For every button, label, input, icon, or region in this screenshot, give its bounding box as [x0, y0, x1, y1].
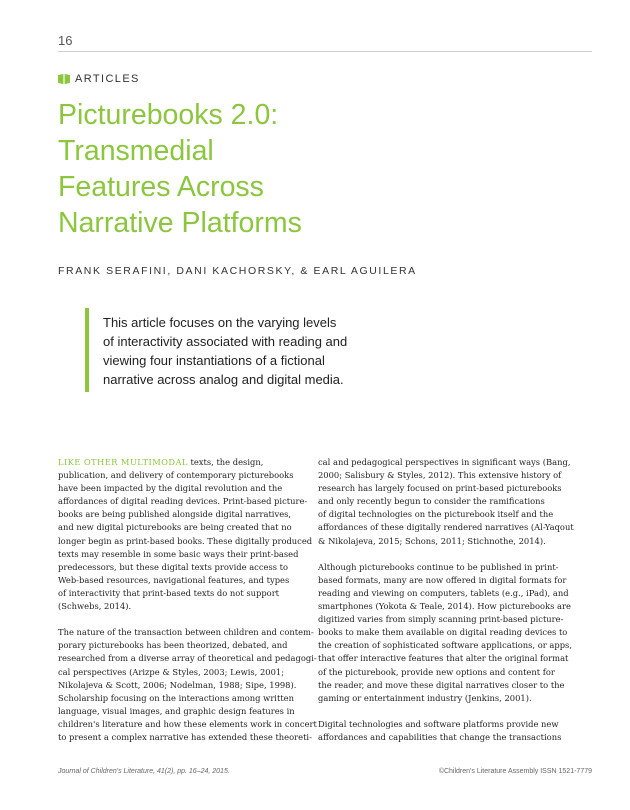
body-line: of digital technologies on the picturebook itself and the: [318, 509, 554, 520]
abstract-line: of interactivity associated with reading and: [103, 334, 348, 349]
body-line: 2000; Salisbury & Styles, 2012). This extensive history of: [318, 470, 562, 481]
body-line: children's literature and how these elements work in concert: [58, 718, 317, 729]
body-line: smartphones (Yokota & Teale, 2014). How picturebooks are: [318, 601, 571, 612]
body-line: to present a complex narrative has extended these theoreti-: [58, 731, 312, 742]
title-line: Features Across: [58, 171, 264, 203]
book-icon: [58, 74, 70, 84]
body-line: publication, and delivery of contemporary picturebooks: [58, 470, 294, 481]
body-line: digitized varies from simply scanning print-based picture-: [318, 614, 564, 625]
body-line: language, visual images, and graphic design features in: [58, 705, 295, 716]
abstract: [103, 313, 383, 389]
footer-copyright: ©Children's Literature Assembly ISSN 1521-7779: [438, 768, 592, 775]
body-line: affordances of these digitally rendered narratives (Al-Yaqout: [318, 522, 574, 533]
body-text: texts, the design,: [187, 457, 264, 467]
body-line: books are being published alongside digital narratives,: [58, 509, 292, 520]
paragraph-gap: [58, 613, 318, 626]
abstract-line: This article focuses on the varying levels: [103, 315, 337, 330]
body-line: the creation of sophisticated software applications, or apps,: [318, 640, 572, 651]
body-line: reading and viewing on computers, tablets (e.g., iPad), and: [318, 587, 569, 598]
title-line: Transmedial: [58, 135, 214, 167]
section-label: [58, 73, 140, 85]
body-line: (Schwebs, 2014).: [58, 601, 132, 612]
body-line: and new digital picturebooks are being created that no: [58, 522, 292, 533]
body-line: [58, 456, 318, 469]
body-column-left: [58, 456, 318, 744]
abstract-line: narrative across analog and digital media.: [103, 372, 344, 387]
body-line: Digital technologies and software platforms provide new: [318, 718, 559, 729]
body-line: have been impacted by the digital revolution and the: [58, 483, 283, 494]
body-line: longer begin as print-based books. These digitally produced: [58, 535, 313, 546]
body-line: Although picturebooks continue to be published in print-: [318, 561, 559, 572]
body-line: of interactivity that print-based texts do not support: [58, 587, 280, 598]
body-line: & Nikolajeva, 2015; Schons, 2011; Stichnothe, 2014).: [318, 535, 546, 546]
footer-citation: Journal of Children's Literature, 41(2), pp. 16–24, 2015.: [58, 768, 230, 775]
header-rule: [58, 51, 592, 52]
body-line: research has largely focused on print-based picturebooks: [318, 483, 562, 494]
title-line: Narrative Platforms: [58, 207, 302, 239]
abstract-line: viewing four instantiations of a fictional: [103, 353, 325, 368]
body-line: researched from a diverse array of theoretical and pedagogi-: [58, 653, 317, 664]
body-line: Nikolajeva & Scott, 2006; Nodelman, 1988; Sipe, 1998).: [58, 679, 297, 690]
body-line: porary picturebooks has been theorized, debated, and: [58, 640, 288, 651]
body-column-right: [318, 456, 578, 744]
body-line: The nature of the transaction between children and contem-: [58, 627, 314, 638]
body-line: affordances of digital reading devices. Print-based picture-: [58, 496, 308, 507]
section-label-text: ARTICLES: [75, 73, 140, 85]
body-line: that offer interactive features that alter the original format: [318, 653, 569, 664]
body-line: texts may resemble in some basic ways their print-based: [58, 548, 299, 559]
paragraph-gap: [318, 548, 578, 561]
author-list: FRANK SERAFINI, DANI KACHORSKY, & EARL AGUILERA: [58, 265, 417, 277]
body-line: and only recently begun to consider the ramifications: [318, 496, 545, 507]
lead-in: LIKE OTHER MULTIMODAL: [58, 457, 188, 467]
body-line: Scholarship focusing on the interactions among written: [58, 692, 294, 703]
abstract-accent-bar: [85, 308, 89, 392]
page-number: 16: [58, 33, 73, 48]
body-line: predecessors, but these digital texts provide access to: [58, 561, 289, 572]
article-title: [58, 97, 378, 241]
body-line: gaming or entertainment industry (Jenkins, 2001).: [318, 692, 532, 703]
body-line: based formats, many are now offered in digital formats for: [318, 574, 567, 585]
body-line: of the picturebook, provide new options and content for: [318, 666, 555, 677]
body-line: cal and pedagogical perspectives in significant ways (Bang,: [318, 457, 571, 467]
body-line: affordances and capabilities that change the transactions: [318, 731, 562, 742]
body-line: the reader, and move these digital narratives closer to the: [318, 679, 565, 690]
title-line: Picturebooks 2.0:: [58, 99, 279, 131]
body-line: books to make them available on digital reading devices to: [318, 627, 568, 638]
paragraph-gap: [318, 705, 578, 718]
body-line: cal perspectives (Arizpe & Styles, 2003; Lewis, 2001;: [58, 666, 285, 677]
body-line: Web-based resources, navigational features, and types: [58, 574, 290, 585]
